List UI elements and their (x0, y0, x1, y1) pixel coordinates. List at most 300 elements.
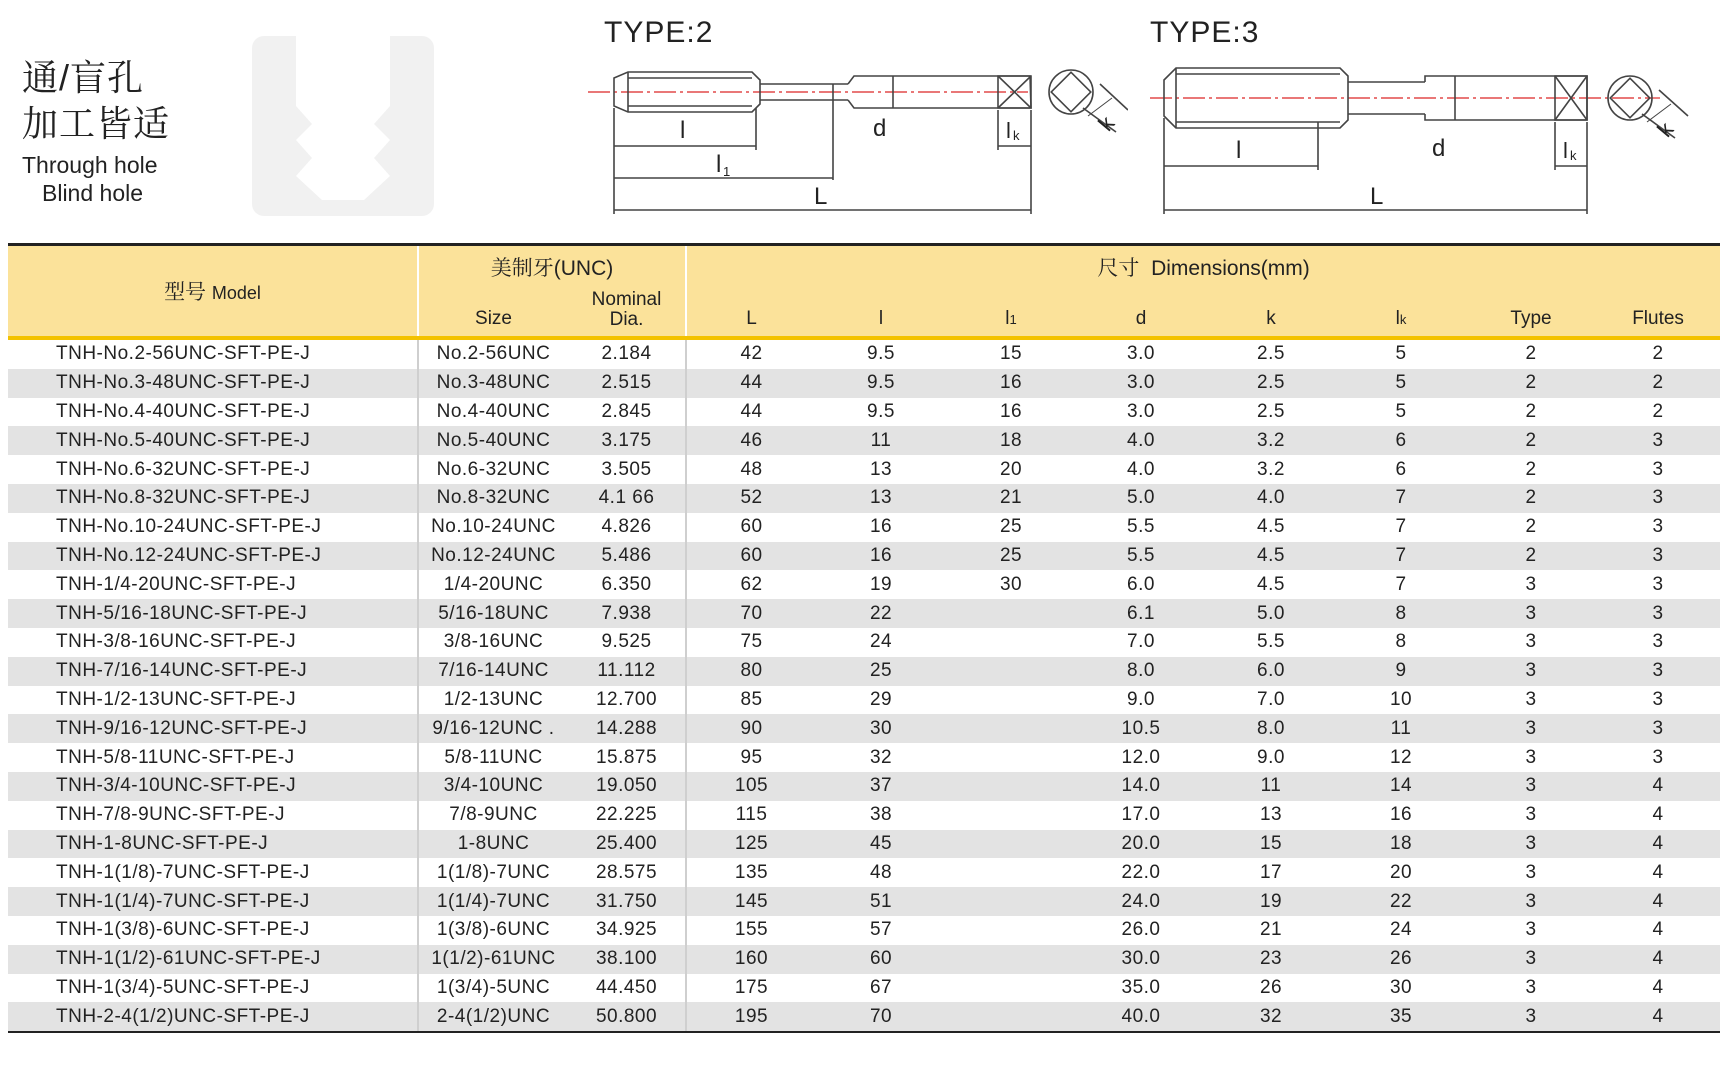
cell-flutes: 3 (1596, 628, 1720, 657)
cell-flutes: 2 (1596, 398, 1720, 427)
cell-lk: 14 (1336, 772, 1466, 801)
cell-L: 135 (686, 858, 816, 887)
cell-l: 9.5 (816, 398, 946, 427)
cell-size: No.10-24UNC (418, 513, 568, 542)
cell-size: 1(1/8)-7UNC (418, 858, 568, 887)
cell-lk: 8 (1336, 599, 1466, 628)
cell-k: 8.0 (1206, 714, 1336, 743)
cell-L: 62 (686, 570, 816, 599)
cell-size: 1(1/2)-61UNC (418, 945, 568, 974)
type3-label-lk-sub: k (1570, 148, 1577, 163)
cell-type: 3 (1466, 801, 1596, 830)
cell-model: TNH-1(3/8)-6UNC-SFT-PE-J (8, 916, 418, 945)
cell-l: 70 (816, 1002, 946, 1032)
type3-label-k: k (1652, 117, 1679, 142)
type3-label-lk: l (1563, 138, 1568, 163)
cell-l1 (946, 830, 1076, 859)
cell-type: 3 (1466, 858, 1596, 887)
cell-l1 (946, 686, 1076, 715)
table-row (8, 657, 1720, 686)
header-L: L (686, 288, 816, 336)
cell-flutes: 3 (1596, 686, 1720, 715)
cell-d: 9.0 (1076, 686, 1206, 715)
cell-lk: 10 (1336, 686, 1466, 715)
cell-type: 2 (1466, 542, 1596, 571)
type2-label-d: d (873, 115, 887, 142)
cell-k: 5.5 (1206, 628, 1336, 657)
cell-k: 3.2 (1206, 426, 1336, 455)
cell-model: TNH-No.8-32UNC-SFT-PE-J (8, 484, 418, 513)
cell-k: 7.0 (1206, 686, 1336, 715)
cell-size: 5/8-11UNC (418, 743, 568, 772)
cell-l1: 25 (946, 513, 1076, 542)
header-l1: l1 (946, 288, 1076, 336)
cell-type: 3 (1466, 772, 1596, 801)
table-row (8, 945, 1720, 974)
cell-flutes: 3 (1596, 743, 1720, 772)
cell-dia: 19.050 (568, 772, 686, 801)
cell-model: TNH-1-8UNC-SFT-PE-J (8, 830, 418, 859)
cell-l: 48 (816, 858, 946, 887)
cell-L: 145 (686, 887, 816, 916)
cell-k: 6.0 (1206, 657, 1336, 686)
cell-d: 17.0 (1076, 801, 1206, 830)
cell-dia: 2.184 (568, 340, 686, 369)
cell-size: 1/4-20UNC (418, 570, 568, 599)
cell-d: 40.0 (1076, 1002, 1206, 1032)
cell-lk: 35 (1336, 1002, 1466, 1032)
type3-title: TYPE:3 (1150, 16, 1260, 49)
cell-model: TNH-7/16-14UNC-SFT-PE-J (8, 657, 418, 686)
cell-l: 22 (816, 599, 946, 628)
cell-size: 1-8UNC (418, 830, 568, 859)
header-model (8, 245, 418, 337)
cell-L: 75 (686, 628, 816, 657)
cell-d: 30.0 (1076, 945, 1206, 974)
cell-size: No.3-48UNC (418, 369, 568, 398)
header-lk: lk (1336, 288, 1466, 336)
cell-size: 1/2-13UNC (418, 686, 568, 715)
cell-L: 95 (686, 743, 816, 772)
cell-l: 30 (816, 714, 946, 743)
cell-L: 175 (686, 974, 816, 1003)
type3-label-d: d (1432, 135, 1446, 162)
cell-k: 2.5 (1206, 398, 1336, 427)
cell-dia: 44.450 (568, 974, 686, 1003)
table-row (8, 686, 1720, 715)
cell-dia: 5.486 (568, 542, 686, 571)
header-dims-cn: 尺寸 (1097, 257, 1140, 280)
type3-label-L: L (1370, 183, 1384, 210)
cell-lk: 11 (1336, 714, 1466, 743)
cell-d: 24.0 (1076, 887, 1206, 916)
cell-flutes: 3 (1596, 455, 1720, 484)
cell-k: 19 (1206, 887, 1336, 916)
cell-dia: 3.505 (568, 455, 686, 484)
cell-d: 12.0 (1076, 743, 1206, 772)
type3-diagram (1150, 60, 1690, 220)
cell-lk: 5 (1336, 369, 1466, 398)
cell-model: TNH-3/8-16UNC-SFT-PE-J (8, 628, 418, 657)
cell-lk: 18 (1336, 830, 1466, 859)
cell-dia: 7.938 (568, 599, 686, 628)
cell-type: 3 (1466, 945, 1596, 974)
cell-k: 26 (1206, 974, 1336, 1003)
cell-l1 (946, 916, 1076, 945)
table-row (8, 1002, 1720, 1032)
cell-l: 45 (816, 830, 946, 859)
cell-k: 21 (1206, 916, 1336, 945)
cell-k: 4.5 (1206, 513, 1336, 542)
cell-dia: 2.515 (568, 369, 686, 398)
cell-model: TNH-2-4(1/2)UNC-SFT-PE-J (8, 1002, 418, 1032)
cell-dia: 31.750 (568, 887, 686, 916)
cell-d: 8.0 (1076, 657, 1206, 686)
header-nominal: Nominal (591, 289, 662, 310)
cell-d: 4.0 (1076, 455, 1206, 484)
cell-l1 (946, 714, 1076, 743)
cell-lk: 5 (1336, 398, 1466, 427)
cell-k: 11 (1206, 772, 1336, 801)
cell-dia: 12.700 (568, 686, 686, 715)
cell-type: 3 (1466, 830, 1596, 859)
cell-L: 52 (686, 484, 816, 513)
table-row (8, 398, 1720, 427)
cell-model: TNH-No.12-24UNC-SFT-PE-J (8, 542, 418, 571)
cell-size: No.6-32UNC (418, 455, 568, 484)
table-row (8, 455, 1720, 484)
cell-dia: 2.845 (568, 398, 686, 427)
header-model-cn: 型号 (164, 281, 207, 304)
cell-l1 (946, 945, 1076, 974)
cell-lk: 7 (1336, 542, 1466, 571)
cell-L: 46 (686, 426, 816, 455)
cell-dia: 9.525 (568, 628, 686, 657)
cell-flutes: 4 (1596, 801, 1720, 830)
cell-type: 2 (1466, 369, 1596, 398)
table-row (8, 830, 1720, 859)
cell-size: 7/8-9UNC (418, 801, 568, 830)
cell-lk: 12 (1336, 743, 1466, 772)
cell-l1 (946, 657, 1076, 686)
cell-size: No.5-40UNC (418, 426, 568, 455)
cell-l1: 16 (946, 398, 1076, 427)
cell-dia: 14.288 (568, 714, 686, 743)
cell-type: 3 (1466, 887, 1596, 916)
cell-size: No.8-32UNC (418, 484, 568, 513)
cell-flutes: 4 (1596, 974, 1720, 1003)
cell-L: 125 (686, 830, 816, 859)
intro-en-line1: Through hole (22, 152, 158, 178)
cell-k: 32 (1206, 1002, 1336, 1032)
cell-size: No.4-40UNC (418, 398, 568, 427)
cell-type: 2 (1466, 513, 1596, 542)
intro-cn-line1: 通/盲孔 (22, 57, 145, 98)
cell-L: 155 (686, 916, 816, 945)
type2-label-lk: l (1006, 118, 1011, 143)
cell-lk: 24 (1336, 916, 1466, 945)
cell-d: 5.5 (1076, 513, 1206, 542)
cell-flutes: 3 (1596, 513, 1720, 542)
cell-d: 20.0 (1076, 830, 1206, 859)
cell-type: 2 (1466, 455, 1596, 484)
cell-L: 44 (686, 398, 816, 427)
cell-k: 2.5 (1206, 369, 1336, 398)
cell-dia: 22.225 (568, 801, 686, 830)
table-row (8, 340, 1720, 369)
cell-l: 24 (816, 628, 946, 657)
cell-model: TNH-1(1/8)-7UNC-SFT-PE-J (8, 858, 418, 887)
cell-l: 37 (816, 772, 946, 801)
type2-label-lk-sub: k (1013, 128, 1020, 143)
cell-flutes: 3 (1596, 426, 1720, 455)
cell-l: 16 (816, 542, 946, 571)
cell-flutes: 3 (1596, 714, 1720, 743)
intro-block (22, 55, 170, 207)
cell-L: 90 (686, 714, 816, 743)
cell-k: 23 (1206, 945, 1336, 974)
cell-d: 26.0 (1076, 916, 1206, 945)
cell-dia: 38.100 (568, 945, 686, 974)
type2-diagram (588, 60, 1128, 220)
cell-l: 13 (816, 455, 946, 484)
cell-lk: 9 (1336, 657, 1466, 686)
cell-flutes: 4 (1596, 858, 1720, 887)
cell-l1: 21 (946, 484, 1076, 513)
cell-k: 2.5 (1206, 340, 1336, 369)
table-row (8, 628, 1720, 657)
cell-l1 (946, 801, 1076, 830)
cell-l1: 18 (946, 426, 1076, 455)
spec-table-wrap (8, 243, 1720, 1033)
cell-lk: 30 (1336, 974, 1466, 1003)
cell-model: TNH-No.10-24UNC-SFT-PE-J (8, 513, 418, 542)
header-type: Type (1466, 288, 1596, 336)
cell-dia: 3.175 (568, 426, 686, 455)
cell-flutes: 4 (1596, 887, 1720, 916)
cell-dia: 11.112 (568, 657, 686, 686)
cell-d: 3.0 (1076, 340, 1206, 369)
header-nominal-dia (568, 288, 686, 336)
cell-flutes: 3 (1596, 657, 1720, 686)
type3-label-l: l (1236, 137, 1242, 164)
cell-size: 5/16-18UNC (418, 599, 568, 628)
cell-dia: 28.575 (568, 858, 686, 887)
cell-l1 (946, 628, 1076, 657)
cell-model: TNH-No.5-40UNC-SFT-PE-J (8, 426, 418, 455)
cell-L: 60 (686, 513, 816, 542)
cell-dia: 4.1 66 (568, 484, 686, 513)
type2-label-l1: l (716, 151, 722, 178)
cell-l: 67 (816, 974, 946, 1003)
table-row (8, 916, 1720, 945)
cell-l: 60 (816, 945, 946, 974)
cell-type: 3 (1466, 916, 1596, 945)
cell-k: 13 (1206, 801, 1336, 830)
cell-k: 4.0 (1206, 484, 1336, 513)
cell-model: TNH-5/16-18UNC-SFT-PE-J (8, 599, 418, 628)
cell-l: 9.5 (816, 369, 946, 398)
cell-l1 (946, 858, 1076, 887)
intro-en (22, 151, 170, 207)
cell-flutes: 3 (1596, 570, 1720, 599)
cell-type: 3 (1466, 974, 1596, 1003)
cell-flutes: 4 (1596, 772, 1720, 801)
cell-flutes: 3 (1596, 542, 1720, 571)
cell-type: 2 (1466, 398, 1596, 427)
cell-L: 115 (686, 801, 816, 830)
cell-type: 2 (1466, 340, 1596, 369)
table-row (8, 513, 1720, 542)
cell-type: 2 (1466, 426, 1596, 455)
cell-model: TNH-7/8-9UNC-SFT-PE-J (8, 801, 418, 830)
type2-label-k: k (1093, 111, 1120, 136)
cell-size: 1(3/8)-6UNC (418, 916, 568, 945)
cell-size: No.12-24UNC (418, 542, 568, 571)
cell-size: No.2-56UNC (418, 340, 568, 369)
cell-L: 60 (686, 542, 816, 571)
cell-lk: 16 (1336, 801, 1466, 830)
cell-flutes: 4 (1596, 1002, 1720, 1032)
cell-lk: 6 (1336, 426, 1466, 455)
cell-l: 25 (816, 657, 946, 686)
cell-l: 9.5 (816, 340, 946, 369)
table-row (8, 801, 1720, 830)
table-row (8, 599, 1720, 628)
cell-d: 3.0 (1076, 398, 1206, 427)
cell-lk: 22 (1336, 887, 1466, 916)
cell-k: 4.5 (1206, 542, 1336, 571)
cell-l1 (946, 974, 1076, 1003)
cell-l1 (946, 599, 1076, 628)
cell-k: 9.0 (1206, 743, 1336, 772)
cell-dia: 50.800 (568, 1002, 686, 1032)
cell-flutes: 2 (1596, 369, 1720, 398)
cell-d: 6.1 (1076, 599, 1206, 628)
table-row (8, 714, 1720, 743)
table-row (8, 743, 1720, 772)
cell-k: 4.5 (1206, 570, 1336, 599)
cell-dia: 25.400 (568, 830, 686, 859)
intro-cn-line2: 加工皆适 (22, 103, 171, 144)
cell-flutes: 3 (1596, 484, 1720, 513)
type2-label-l1-sub: 1 (723, 164, 731, 179)
cell-type: 3 (1466, 1002, 1596, 1032)
cell-flutes: 3 (1596, 599, 1720, 628)
type2-title: TYPE:2 (604, 16, 714, 49)
table-row (8, 887, 1720, 916)
cell-size: 7/16-14UNC (418, 657, 568, 686)
cell-flutes: 4 (1596, 945, 1720, 974)
cell-l1 (946, 887, 1076, 916)
cell-model: TNH-1(1/2)-61UNC-SFT-PE-J (8, 945, 418, 974)
cell-l1 (946, 743, 1076, 772)
header-flutes: Flutes (1596, 288, 1720, 336)
cell-d: 10.5 (1076, 714, 1206, 743)
cell-L: 44 (686, 369, 816, 398)
cell-L: 80 (686, 657, 816, 686)
cell-flutes: 4 (1596, 916, 1720, 945)
cell-lk: 5 (1336, 340, 1466, 369)
cell-model: TNH-5/8-11UNC-SFT-PE-J (8, 743, 418, 772)
cell-d: 5.0 (1076, 484, 1206, 513)
cell-l: 19 (816, 570, 946, 599)
header-model-en: Model (211, 283, 261, 303)
thread-tap-icon (252, 36, 434, 216)
cell-lk: 8 (1336, 628, 1466, 657)
cell-type: 3 (1466, 743, 1596, 772)
cell-l1: 30 (946, 570, 1076, 599)
header-size: Size (418, 288, 568, 336)
cell-d: 14.0 (1076, 772, 1206, 801)
table-row (8, 858, 1720, 887)
cell-d: 7.0 (1076, 628, 1206, 657)
cell-size: 2-4(1/2)UNC (418, 1002, 568, 1032)
cell-l: 11 (816, 426, 946, 455)
intro-en-line2: Blind hole (42, 180, 144, 206)
cell-l: 13 (816, 484, 946, 513)
cell-L: 105 (686, 772, 816, 801)
cell-l: 16 (816, 513, 946, 542)
cell-model: TNH-No.6-32UNC-SFT-PE-J (8, 455, 418, 484)
cell-L: 160 (686, 945, 816, 974)
cell-dia: 4.826 (568, 513, 686, 542)
type2-label-L: L (814, 183, 828, 210)
cell-model: TNH-No.4-40UNC-SFT-PE-J (8, 398, 418, 427)
cell-model: TNH-No.2-56UNC-SFT-PE-J (8, 340, 418, 369)
cell-k: 5.0 (1206, 599, 1336, 628)
table-row (8, 772, 1720, 801)
table-row (8, 974, 1720, 1003)
cell-lk: 26 (1336, 945, 1466, 974)
cell-model: TNH-3/4-10UNC-SFT-PE-J (8, 772, 418, 801)
cell-l1 (946, 1002, 1076, 1032)
cell-L: 70 (686, 599, 816, 628)
cell-l1: 16 (946, 369, 1076, 398)
cell-d: 4.0 (1076, 426, 1206, 455)
cell-type: 3 (1466, 686, 1596, 715)
cell-l1: 25 (946, 542, 1076, 571)
cell-lk: 7 (1336, 484, 1466, 513)
header-d: d (1076, 288, 1206, 336)
cell-model: TNH-9/16-12UNC-SFT-PE-J (8, 714, 418, 743)
cell-l: 51 (816, 887, 946, 916)
header-dims-en: Dimensions(mm) (1151, 257, 1310, 280)
cell-type: 3 (1466, 628, 1596, 657)
cell-lk: 20 (1336, 858, 1466, 887)
cell-model: TNH-No.3-48UNC-SFT-PE-J (8, 369, 418, 398)
header-dimensions (686, 245, 1720, 289)
spec-table-body (8, 340, 1720, 1032)
cell-type: 2 (1466, 484, 1596, 513)
cell-lk: 7 (1336, 513, 1466, 542)
header-l: l (816, 288, 946, 336)
cell-size: 3/4-10UNC (418, 772, 568, 801)
cell-model: TNH-1(1/4)-7UNC-SFT-PE-J (8, 887, 418, 916)
cell-size: 9/16-12UNC . (418, 714, 568, 743)
cell-lk: 7 (1336, 570, 1466, 599)
cell-l1: 20 (946, 455, 1076, 484)
cell-model: TNH-1/2-13UNC-SFT-PE-J (8, 686, 418, 715)
cell-l: 38 (816, 801, 946, 830)
cell-l: 29 (816, 686, 946, 715)
cell-l1 (946, 772, 1076, 801)
table-row (8, 570, 1720, 599)
header-dia: Dia. (609, 309, 644, 330)
cell-L: 48 (686, 455, 816, 484)
table-row (8, 542, 1720, 571)
cell-model: TNH-1(3/4)-5UNC-SFT-PE-J (8, 974, 418, 1003)
